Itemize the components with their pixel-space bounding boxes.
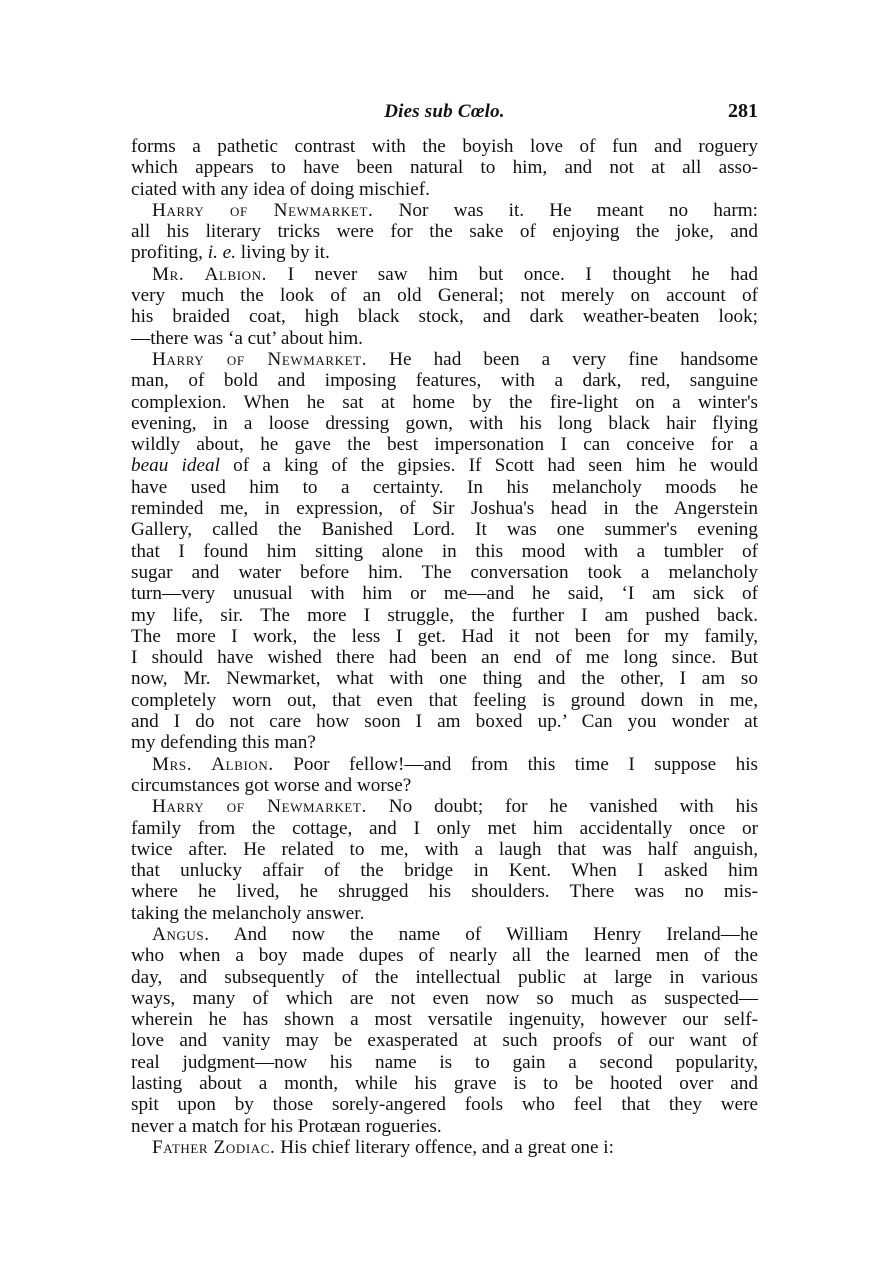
text-line: turn—very unusual with him or me—and he said, ‘I am sick of — [131, 583, 758, 605]
paragraph — [131, 754, 758, 797]
text-line: twice after. He related to me, with a laugh that was half anguish, — [131, 838, 758, 860]
text-line: very much the look of an old General; not merely on account of — [131, 285, 758, 307]
speaker-name: Harry of Newmarket. — [152, 199, 374, 221]
text-line: all his literary tricks were for the sake of enjoying the joke, and — [131, 221, 758, 243]
text-line: reminded me, in expression, of Sir Joshua's head in the Angerstein — [131, 498, 758, 520]
text-line: and I do not care how soon I am boxed up.’ Can you wonder at — [131, 711, 758, 733]
text-line: where he lived, he shrugged his shoulders. There was no mis- — [131, 881, 758, 903]
text-line: Harry of Newmarket. Nor was it. He meant no harm: — [152, 199, 758, 221]
text-line: ways, many of which are not even now so much as suspected— — [131, 987, 758, 1009]
paragraph — [131, 264, 758, 349]
text-line: sugar and water before him. The conversation took a melancholy — [131, 561, 758, 583]
text-line: The more I work, the less I get. Had it not been for my family, — [131, 625, 758, 647]
text-line: Gallery, called the Banished Lord. It was one summer's evening — [131, 519, 758, 541]
text-line: that I found him sitting alone in this mood with a tumbler of — [131, 540, 758, 562]
paragraph — [131, 924, 758, 1137]
speaker-name: Mrs. Albion. — [152, 753, 274, 775]
running-title: Dies sub Cœlo. — [384, 101, 505, 122]
text-line: wildly about, he gave the best impersonation I can conceive for a — [131, 434, 758, 456]
text-line: beau ideal of a king of the gipsies. If Scott had seen him he would — [131, 455, 758, 477]
text-line: —there was ‘a cut’ about him. — [131, 327, 363, 349]
text-line: Mr. Albion. I never saw him but once. I thought he had — [152, 263, 758, 285]
text-line: never a match for his Protæan rogueries. — [131, 1115, 442, 1137]
page-body — [131, 136, 758, 1158]
speaker-name: Mr. Albion. — [152, 263, 268, 285]
paragraph — [131, 1137, 758, 1158]
speaker-name: Father Zodiac. — [152, 1136, 276, 1158]
text-line: my life, sir. The more I struggle, the further I am pushed back. — [131, 604, 758, 626]
text-line: spit upon by those sorely-angered fools who feel that they were — [131, 1094, 758, 1116]
text-line: Father Zodiac. His chief literary offence, and a great one i: — [152, 1136, 614, 1158]
text-line: real judgment—now his name is to gain a second popularity, — [131, 1051, 758, 1073]
text-line: who when a boy made dupes of nearly all the learned men of the — [131, 945, 758, 967]
speaker-name: Angus. — [152, 923, 210, 945]
paragraph — [131, 200, 758, 264]
text-line: day, and subsequently of the intellectual public at large in various — [131, 966, 758, 988]
speaker-name: Harry of Newmarket. — [152, 796, 367, 818]
text-line: which appears to have been natural to him, and not at all asso- — [131, 157, 758, 179]
text-line: I should have wished there had been an end of me long since. But — [131, 647, 758, 669]
text-line: that unlucky affair of the bridge in Kent. When I asked him — [131, 860, 758, 882]
text-line: wherein he has shown a most versatile ingenuity, however our self- — [131, 1009, 758, 1031]
text-line: his braided coat, high black stock, and dark weather-beaten look; — [131, 306, 758, 328]
text-line: taking the melancholy answer. — [131, 902, 365, 924]
text-line: man, of bold and imposing features, with a dark, red, sanguine — [131, 370, 758, 392]
text-line: now, Mr. Newmarket, what with one thing and the other, I am so — [131, 668, 758, 690]
text-line: ciated with any idea of doing mischief. — [131, 178, 430, 200]
text-line: Harry of Newmarket. He had been a very fine handsome — [152, 348, 758, 370]
text-line: have used him to a certainty. In his melancholy moods he — [131, 476, 758, 498]
paragraph — [131, 796, 758, 924]
text-line: evening, in a loose dressing gown, with his long black hair flying — [131, 412, 758, 434]
text-line: lasting about a month, while his grave is to be hooted over and — [131, 1073, 758, 1095]
page-number: 281 — [728, 100, 758, 122]
paragraph — [131, 349, 758, 754]
text-line: my defending this man? — [131, 732, 316, 754]
text-line: Mrs. Albion. Poor fellow!—and from this time I suppose his — [152, 753, 758, 775]
text-line: love and vanity may be exasperated at such proofs of our want of — [131, 1030, 758, 1052]
text-line: Angus. And now the name of William Henry Ireland—he — [152, 923, 758, 945]
speaker-name: Harry of Newmarket. — [152, 348, 368, 370]
text-line: completely worn out, that even that feeling is ground down in me, — [131, 689, 758, 711]
text-line: circumstances got worse and worse? — [131, 774, 412, 796]
paragraph — [131, 136, 758, 200]
italic-phrase: beau ideal — [131, 455, 220, 477]
text-line: forms a pathetic contrast with the boyish love of fun and roguery — [131, 136, 758, 157]
text-line: profiting, i. e. living by it. — [131, 242, 330, 264]
text-line: Harry of Newmarket. No doubt; for he vanished with his — [152, 796, 758, 818]
italic-abbrev: i. e. — [207, 242, 236, 264]
text-line: complexion. When he sat at home by the fire-light on a winter's — [131, 391, 758, 413]
text-line: family from the cottage, and I only met him accidentally once or — [131, 817, 758, 839]
running-head — [131, 100, 758, 126]
